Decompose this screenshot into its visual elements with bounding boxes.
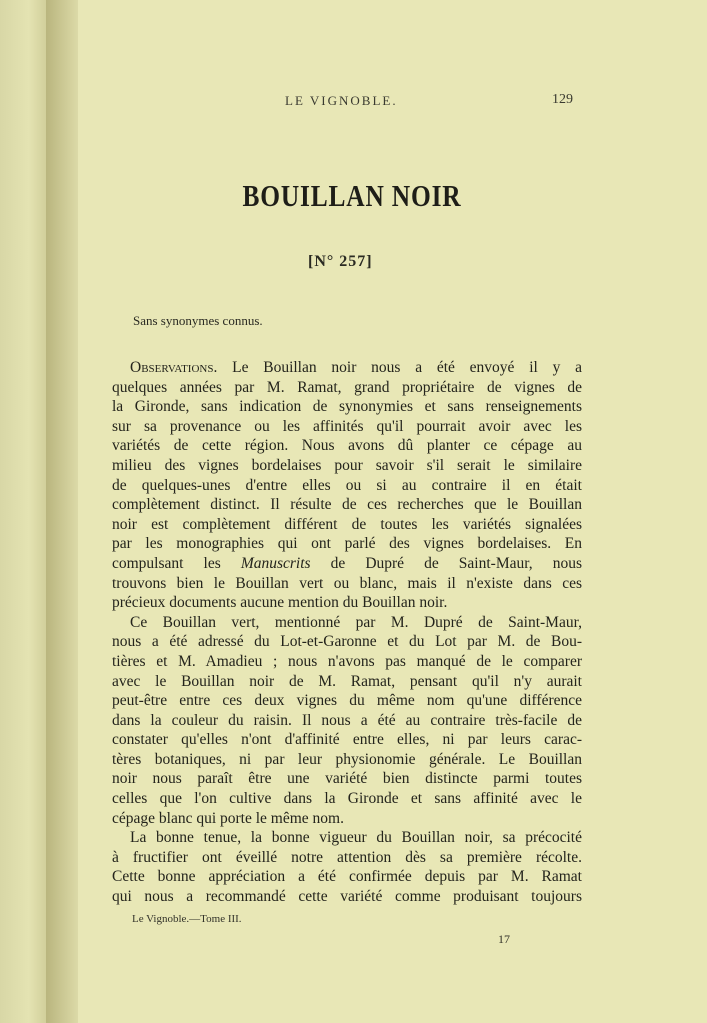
text-line: cépage blanc qui porte le même nom.	[112, 809, 344, 827]
text-line: complètement distinct. Il résulte de ces recherches que le Bouillan	[112, 496, 582, 514]
text-line: précieux documents aucune mention du Bouillan noir.	[112, 594, 448, 612]
book-gutter	[46, 0, 80, 1023]
section-lead: Observations.	[130, 359, 218, 376]
text-line: quelques années par M. Ramat, grand propriétaire de vignes de	[112, 378, 582, 396]
text-line: nous a été adressé du Lot-et-Garonne et du Lot par M. de Bou-	[112, 633, 582, 651]
text-line: avec le Bouillan noir de M. Ramat, pensant qu'il n'y aurait	[112, 672, 582, 690]
text-line: celles que l'on cultive dans la Gironde et sans affinité avec le	[112, 790, 582, 808]
signature-mark: 17	[498, 932, 510, 946]
text-line: Ce Bouillan vert, mentionné par M. Dupré de Saint-Maur,	[130, 613, 582, 631]
text-line: milieu des vignes bordelaises pour savoir s'il serait le similaire	[112, 456, 582, 474]
text-line: dans la couleur du raisin. Il nous a été au contraire très-facile de	[112, 711, 582, 729]
volume-footer: Le Vignoble.—Tome III.	[132, 913, 242, 925]
text-line: de quelques-unes d'entre elles ou si au contraire il en était	[112, 476, 582, 494]
text-line: La bonne tenue, la bonne vigueur du Bouillan noir, sa précocité	[130, 829, 582, 847]
text-line: la Gironde, sans indication de synonymies et sans renseignements	[112, 398, 582, 416]
page-title: BOUILLAN NOIR	[242, 178, 462, 213]
text-line: noir est complètement différent de toutes les variétés signalées	[112, 515, 582, 533]
variety-number: [N° 257]	[308, 253, 373, 270]
text-line: par les monographies qui ont parlé des vignes bordelaises. En	[112, 535, 582, 553]
synonyms-note: Sans synonymes connus.	[133, 313, 263, 328]
text-line: compulsant les Manuscrits de Dupré de Saint-Maur, nous	[112, 554, 582, 572]
text-line: tières et M. Amadieu ; nous n'avons pas manqué de le comparer	[112, 652, 582, 670]
italic-title: Manuscrits	[240, 554, 311, 572]
text-line: Cette bonne appréciation a été confirmée depuis par M. Ramat	[112, 868, 582, 886]
text-line: variétés de cette région. Nous avons dû planter ce cépage au	[112, 437, 582, 455]
text-line: noir nous paraît être une variété bien distincte parmi toutes	[112, 770, 582, 788]
text-line-content: Le Bouillan noir nous a été envoyé il y a	[217, 359, 582, 376]
text-line: peut-être entre ces deux vignes du même nom qu'une différence	[112, 692, 582, 710]
text-line: à fructifier ont éveillé notre attention dès sa première récolte.	[112, 848, 582, 866]
text-line	[112, 358, 582, 378]
text-line: constater qu'elles n'ont d'affinité entre elles, ni par leurs carac-	[112, 731, 582, 749]
page-number: 129	[552, 92, 573, 107]
body-text	[112, 358, 582, 907]
page-edges	[0, 0, 48, 1023]
text-line: sur sa provenance ou les affinités qu'il pourrait avoir avec les	[112, 417, 582, 435]
text-line: trouvons bien le Bouillan vert ou blanc, mais il n'existe dans ces	[112, 574, 582, 592]
running-title: LE VIGNOBLE.	[285, 93, 398, 108]
text-line: tères botaniques, ni par leur physionomie générale. Le Bouillan	[112, 750, 582, 768]
text-line: qui nous a recommandé cette variété comme produisant toujours	[112, 888, 582, 906]
